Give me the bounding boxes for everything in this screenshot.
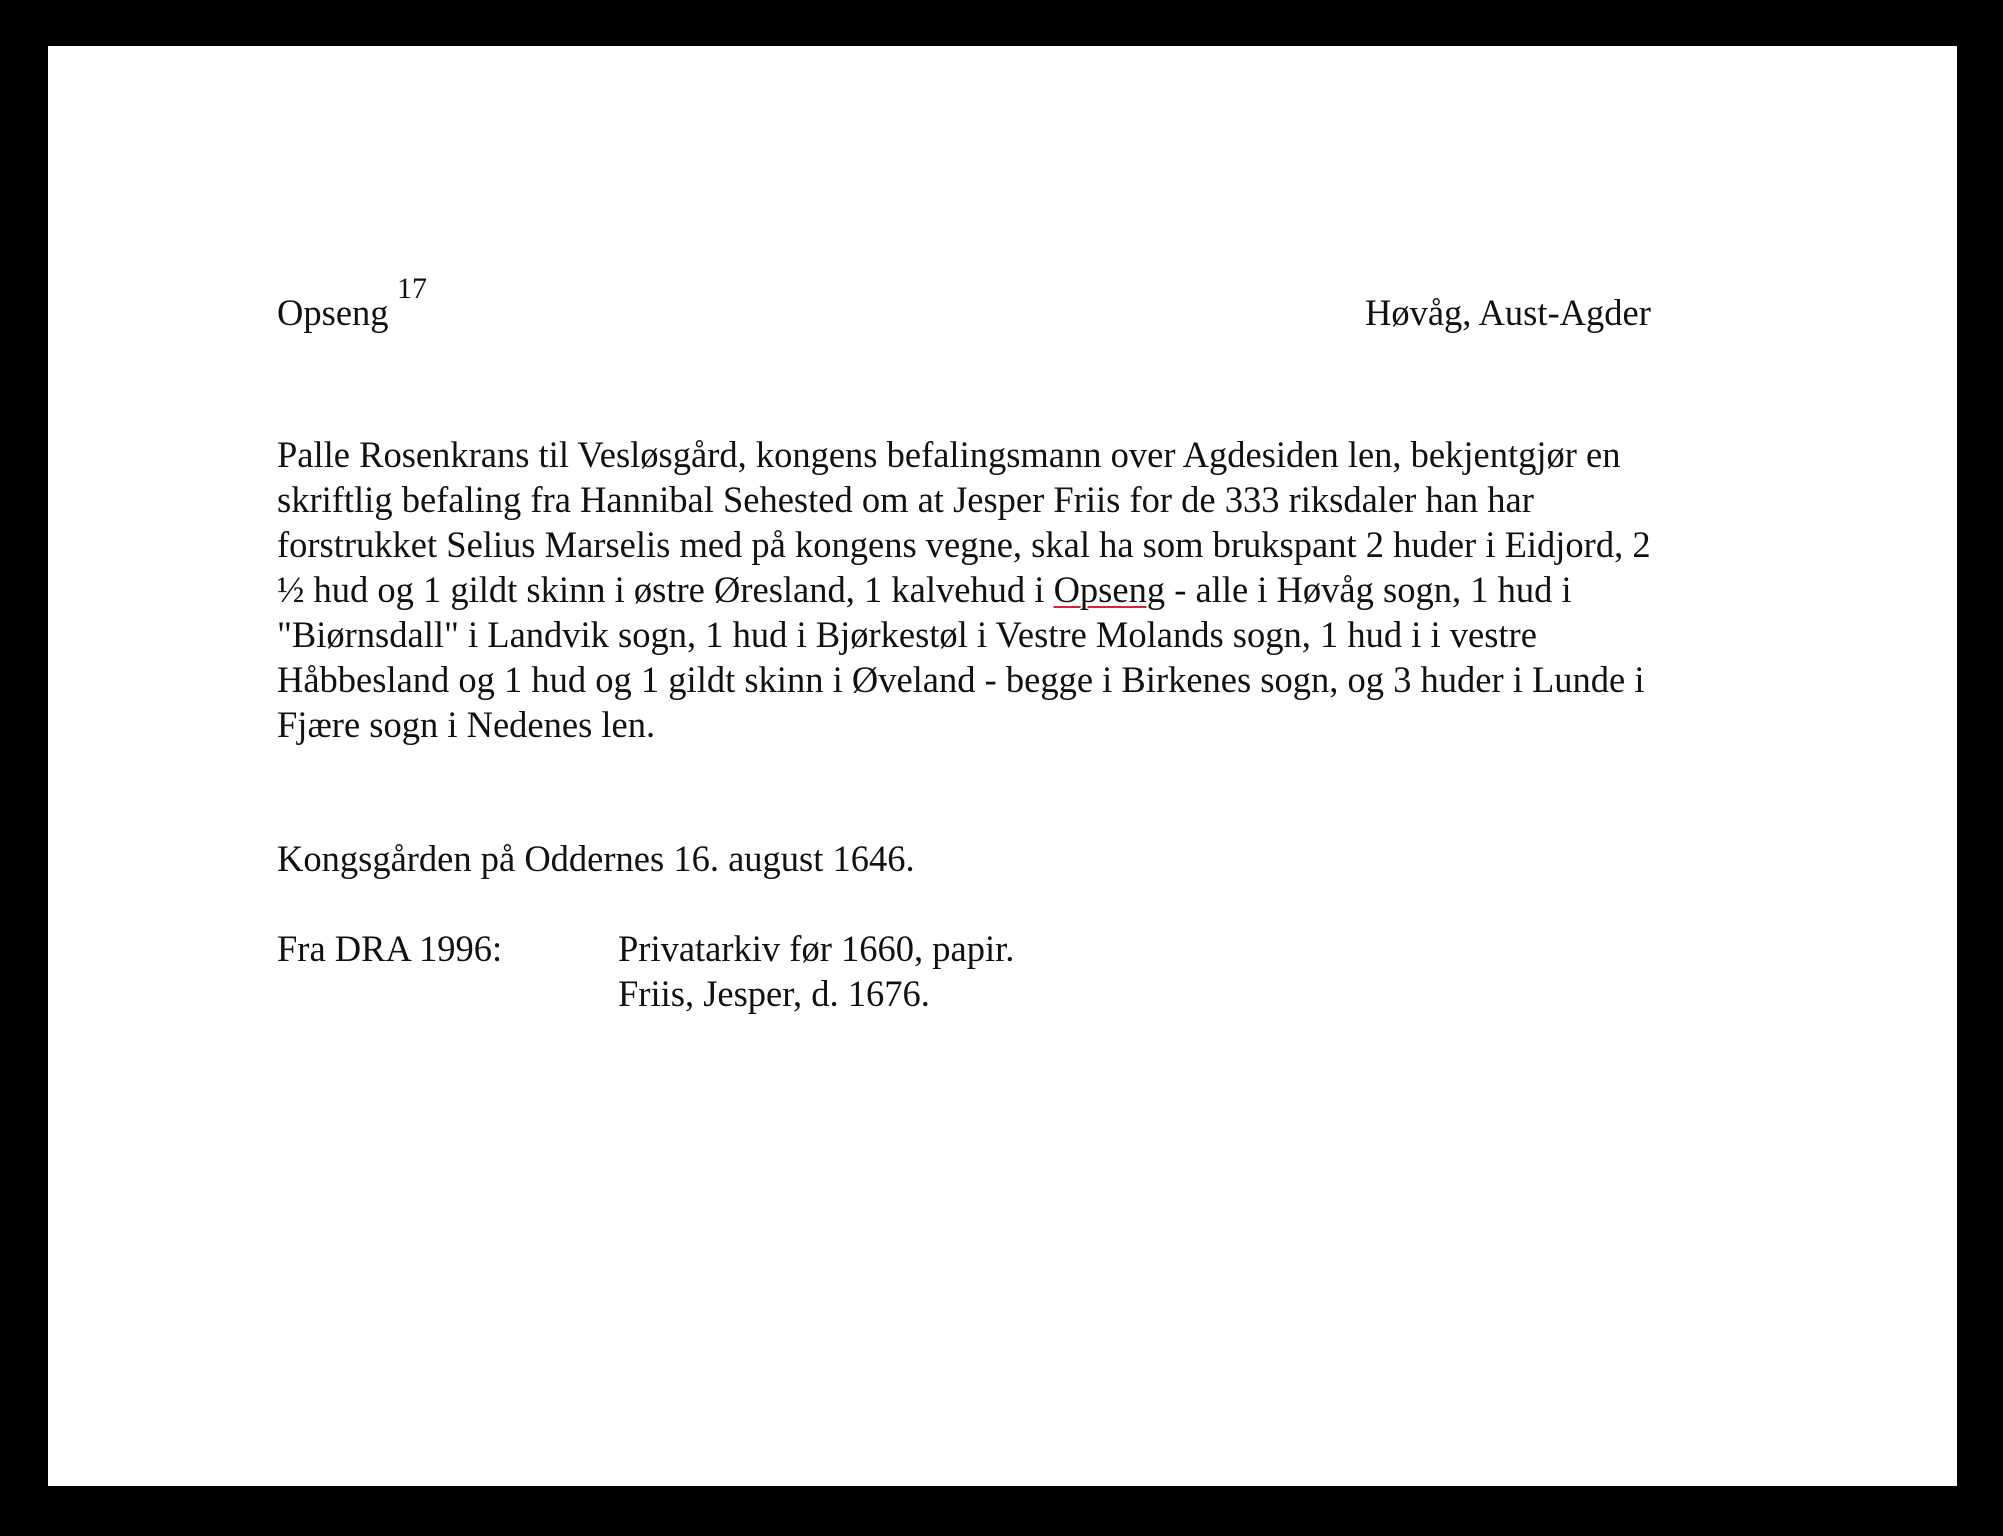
place-date: Kongsgården på Oddernes 16. august 1646. [277,838,915,879]
footnote-number: 17 [397,272,427,305]
body-line-7: Fjære sogn i Nedenes len. [277,704,656,745]
body-line-4-start: ½ hud og 1 gildt skinn i østre Øresland, 1 kalvehud i [277,569,1054,610]
body-line-3: forstrukket Selius Marselis med på kongens vegne, skal ha som brukspant 2 huder i Eidjord, 2 [277,524,1651,565]
body-line-2: skriftlig befaling fra Hannibal Sehested om at Jesper Friis for de 333 riksdaler han har [277,479,1534,520]
document-card [48,46,1957,1486]
source-label: Fra DRA 1996: [277,928,503,969]
body-line-5: "Biørnsdall" i Landvik sogn, 1 hud i Bjørkestøl i Vestre Molands sogn, 1 hud i i vestre [277,614,1537,655]
body-line-6: Håbbesland og 1 hud og 1 gildt skinn i Øveland - begge i Birkenes sogn, og 3 huder i Lunde i [277,659,1645,700]
body-line-4-end: - alle i Høvåg sogn, 1 hud i [1165,569,1572,610]
source-fonds: Friis, Jesper, d. 1676. [618,973,930,1014]
body-line-4 [277,567,1572,612]
place-name: Opseng [277,292,389,333]
body-line-1: Palle Rosenkrans til Vesløsgård, kongens befalingsmann over Agdesiden len, bekjentgjør en [277,434,1621,475]
source-archive: Privatarkiv før 1660, papir. [618,928,1015,969]
location: Høvåg, Aust-Agder [1365,292,1651,333]
underlined-place-name: Opseng [1053,569,1166,610]
